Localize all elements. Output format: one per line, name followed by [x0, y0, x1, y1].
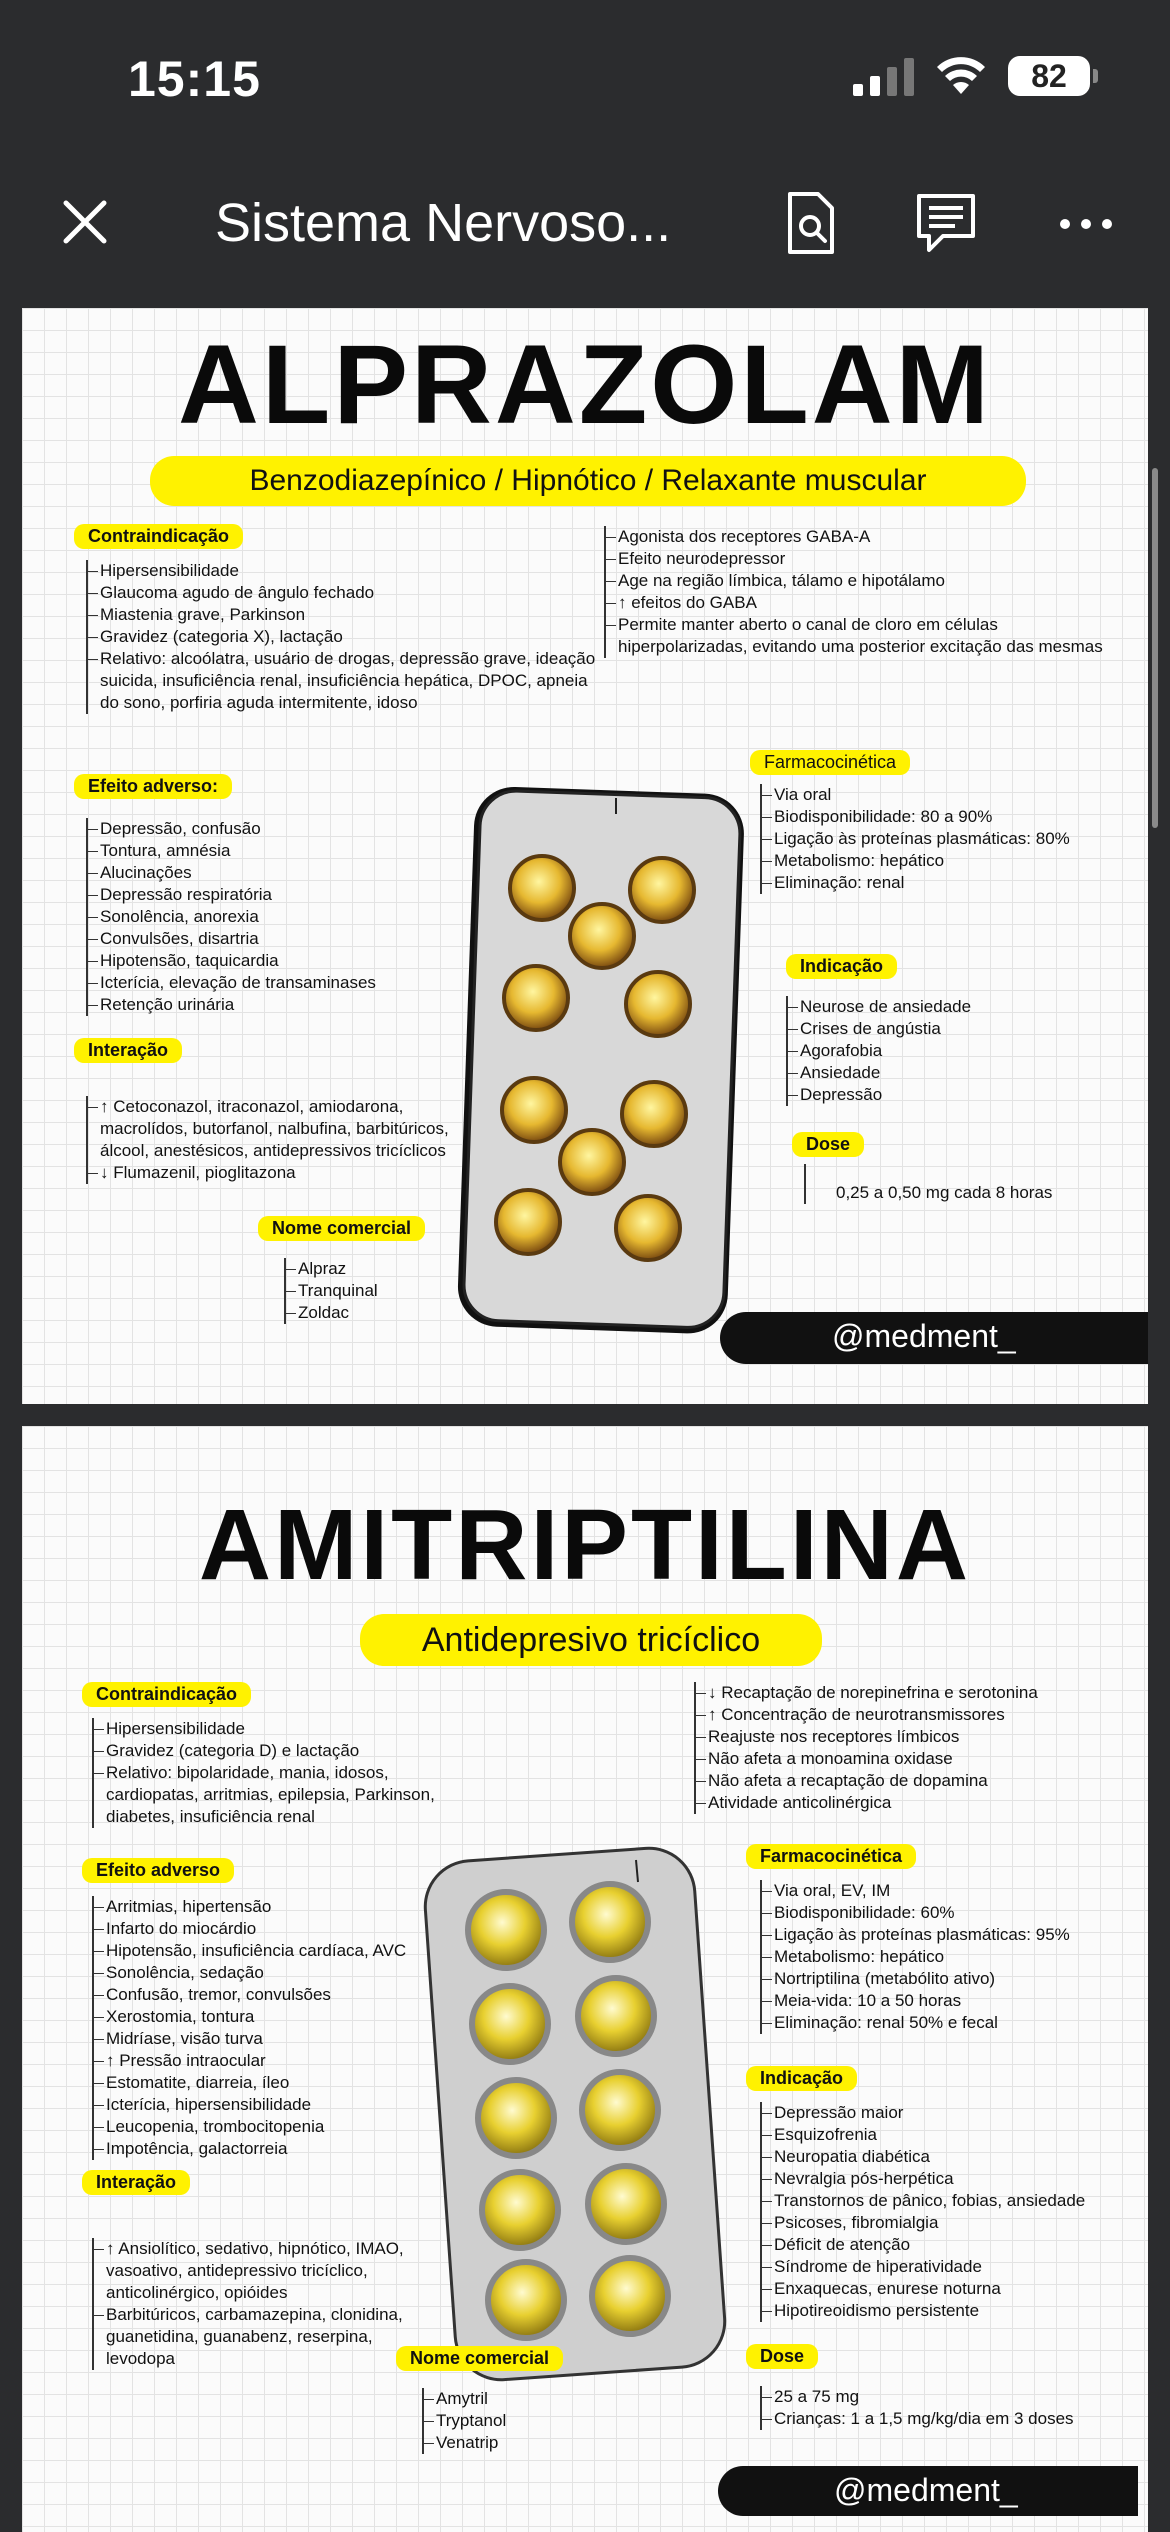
pharmacokinetics-list — [760, 1880, 1120, 2034]
brand-name-list — [422, 2388, 602, 2454]
pharmacokinetics-heading: Farmacocinética — [750, 750, 910, 775]
indication-heading: Indicação — [746, 2066, 857, 2091]
indication-list — [760, 2102, 1140, 2322]
list-item: Amytril — [436, 2388, 602, 2410]
drug-class: Benzodiazepínico / Hipnótico / Relaxante muscular — [150, 456, 1026, 506]
indication-heading: Indicação — [786, 954, 897, 979]
list-item: Impotência, galactorreia — [106, 2138, 422, 2160]
contraindication-heading: Contraindicação — [82, 1682, 251, 1707]
list-item: Tranquinal — [298, 1280, 464, 1302]
list-item: Hipersensibilidade — [106, 1718, 452, 1740]
adverse-effect-heading: Efeito adverso: — [74, 774, 232, 799]
list-item: Venatrip — [436, 2432, 602, 2454]
close-icon[interactable] — [58, 195, 112, 249]
document-viewer[interactable] — [22, 308, 1148, 2532]
list-item: Agonista dos receptores GABA-A — [618, 526, 1104, 548]
list-item: Icterícia, elevação de transaminases — [100, 972, 466, 994]
list-item: Via oral — [774, 784, 1140, 806]
list-item: Atividade anticolinérgica — [708, 1792, 1114, 1814]
list-item: ↑ Pressão intraocular — [106, 2050, 422, 2072]
list-item: Convulsões, disartria — [100, 928, 466, 950]
contraindication-list — [92, 1718, 452, 1828]
blister-pack-image — [420, 1834, 740, 2394]
list-item: Esquizofrenia — [774, 2124, 1140, 2146]
list-item: Confusão, tremor, convulsões — [106, 1984, 422, 2006]
list-item: Infarto do miocárdio — [106, 1918, 422, 1940]
list-item: Biodisponibilidade: 80 a 90% — [774, 806, 1140, 828]
mechanism-list — [604, 526, 1104, 658]
list-item: Permite manter aberto o canal de cloro em células hiperpolarizadas, evitando uma posterior excitação das mesmas — [618, 615, 1103, 656]
dose-heading: Dose — [792, 1132, 864, 1157]
list-item: Síndrome de hiperatividade — [774, 2256, 1140, 2278]
status-time: 15:15 — [128, 51, 261, 107]
list-item: Zoldac — [298, 1302, 464, 1324]
list-item: Agorafobia — [800, 1040, 1116, 1062]
list-item: Ansiedade — [800, 1062, 1116, 1084]
list-item: Crianças: 1 a 1,5 mg/kg/dia em 3 doses — [774, 2408, 1140, 2430]
list-item: Xerostomia, tontura — [106, 2006, 422, 2028]
list-item: Eliminação: renal 50% e fecal — [774, 2012, 1120, 2034]
list-item: Ligação às proteínas plasmáticas: 80% — [774, 828, 1140, 850]
list-item: Alucinações — [100, 862, 466, 884]
list-item: Leucopenia, trombocitopenia — [106, 2116, 422, 2138]
list-item: Arritmias, hipertensão — [106, 1896, 422, 1918]
list-item: ↓ Flumazenil, pioglitazona — [100, 1162, 456, 1184]
page-alprazolam — [22, 308, 1148, 1404]
list-item: Hipotensão, taquicardia — [100, 950, 466, 972]
dose-list — [760, 2386, 1140, 2430]
contraindication-heading: Contraindicação — [74, 524, 243, 549]
list-item: Relativo: bipolaridade, mania, idosos, cardiopatas, arritmias, epilepsia, Parkinson, diabetes, insuficiência renal — [106, 1762, 452, 1828]
pharmacokinetics-heading: Farmacocinética — [746, 1844, 916, 1869]
author-handle: @medment_ — [720, 1312, 1148, 1364]
list-item: 25 a 75 mg — [774, 2386, 1140, 2408]
search-document-icon[interactable] — [780, 190, 842, 256]
list-item: Ligação às proteínas plasmáticas: 95% — [774, 1924, 1120, 1946]
list-item: Não afeta a monoamina oxidase — [708, 1748, 1114, 1770]
list-item: Gravidez (categoria D) e lactação — [106, 1740, 452, 1762]
adverse-effect-list — [86, 818, 466, 1016]
list-item: Crises de angústia — [800, 1018, 1116, 1040]
battery-indicator: 82 — [1008, 56, 1090, 96]
author-handle: @medment_ — [718, 2466, 1138, 2516]
list-item: Transtornos de pânico, fobias, ansiedade — [774, 2190, 1140, 2212]
brand-name-list — [284, 1258, 464, 1324]
more-icon[interactable] — [1055, 190, 1117, 256]
scrollbar[interactable] — [1152, 468, 1158, 828]
list-item: Déficit de atenção — [774, 2234, 1140, 2256]
adverse-effect-heading: Efeito adverso — [82, 1858, 234, 1883]
indication-list — [786, 996, 1116, 1106]
interaction-heading: Interação — [74, 1038, 182, 1063]
list-item: Miastenia grave, Parkinson — [100, 604, 606, 626]
list-item: ↑ Ansiolítico, sedativo, hipnótico, IMAO, vasoativo, antidepressivo tricíclico, anticolinérgico, opióides — [106, 2238, 432, 2304]
dose-text — [804, 1164, 1134, 1204]
wifi-icon — [935, 54, 987, 96]
document-title: Sistema Nervoso... — [215, 193, 672, 253]
list-item: Icterícia, hipersensibilidade — [106, 2094, 422, 2116]
list-item: Metabolismo: hepático — [774, 850, 1140, 872]
list-item: Sonolência, sedação — [106, 1962, 422, 1984]
brand-name-heading: Nome comercial — [258, 1216, 425, 1241]
signal-icon — [853, 58, 915, 96]
list-item: Hipotensão, insuficiência cardíaca, AVC — [106, 1940, 422, 1962]
list-item: Estomatite, diarreia, íleo — [106, 2072, 422, 2094]
list-item: Barbitúricos, carbamazepina, clonidina, guanetidina, guanabenz, reserpina, levodopa — [106, 2304, 432, 2370]
list-item: Eliminação: renal — [774, 872, 1140, 894]
dose-value: 0,25 a 0,50 mg cada 8 horas — [836, 1183, 1053, 1202]
list-item: Enxaquecas, enurese noturna — [774, 2278, 1140, 2300]
list-item: ↑ Cetoconazol, itraconazol, amiodarona, macrolídos, butorfanol, nalbufina, barbitúricos, álcool, anestésicos, antidepressivos tricíclicos — [100, 1096, 456, 1162]
status-bar — [0, 0, 1170, 150]
list-item: Efeito neurodepressor — [618, 548, 1104, 570]
list-item: Hipersensibilidade — [100, 560, 606, 582]
list-item: Meia-vida: 10 a 50 horas — [774, 1990, 1120, 2012]
list-item: Alpraz — [298, 1258, 464, 1280]
list-item: Tontura, amnésia — [100, 840, 466, 862]
list-item: Midríase, visão turva — [106, 2028, 422, 2050]
list-item: Depressão respiratória — [100, 884, 466, 906]
list-item: Reajuste nos receptores límbicos — [708, 1726, 1114, 1748]
list-item: Via oral, EV, IM — [774, 1880, 1120, 1902]
pharmacokinetics-list — [760, 784, 1140, 894]
list-item: Depressão, confusão — [100, 818, 466, 840]
list-item: Biodisponibilidade: 60% — [774, 1902, 1120, 1924]
list-item: Glaucoma agudo de ângulo fechado — [100, 582, 606, 604]
list-item: Não afeta a recaptação de dopamina — [708, 1770, 1114, 1792]
list-item: ↑ Concentração de neurotransmissores — [708, 1704, 1114, 1726]
list-item: Depressão maior — [774, 2102, 1140, 2124]
list-item: Age na região límbica, tálamo e hipotálamo — [618, 570, 1104, 592]
drug-class: Antidepresivo tricíclico — [360, 1614, 822, 1666]
interaction-heading: Interação — [82, 2170, 190, 2195]
list-item: Gravidez (categoria X), lactação — [100, 626, 606, 648]
comment-icon[interactable] — [915, 190, 977, 256]
drug-title: ALPRAZOLAM — [178, 322, 992, 447]
blister-pack-image — [446, 778, 746, 1338]
list-item: Metabolismo: hepático — [774, 1946, 1120, 1968]
list-item: Relativo: alcoólatra, usuário de drogas, depressão grave, ideação suicida, insuficiência renal, insuficiência hepática, DPOC, apneia do sono, porfiria aguda intermitente, idoso — [100, 648, 606, 714]
list-item: Nevralgia pós-herpética — [774, 2168, 1140, 2190]
list-item: Hipotireoidismo persistente — [774, 2300, 1140, 2322]
list-item: Nortriptilina (metabólito ativo) — [774, 1968, 1120, 1990]
contraindication-list — [86, 560, 606, 714]
list-item: Depressão — [800, 1084, 1116, 1106]
adverse-effect-list — [92, 1896, 422, 2160]
mechanism-list — [694, 1682, 1114, 1814]
list-item: Psicoses, fibromialgia — [774, 2212, 1140, 2234]
list-item: Retenção urinária — [100, 994, 466, 1016]
list-item: Sonolência, anorexia — [100, 906, 466, 928]
interaction-list — [86, 1096, 456, 1184]
list-item: Neurose de ansiedade — [800, 996, 1116, 1018]
list-item: ↓ Recaptação de norepinefrina e serotonina — [708, 1682, 1114, 1704]
interaction-list — [92, 2238, 432, 2370]
page-amitriptilina — [22, 1426, 1148, 2532]
drug-title: AMITRIPTILINA — [198, 1489, 972, 1601]
list-item: ↑ efeitos do GABA — [618, 592, 1104, 614]
list-item: Tryptanol — [436, 2410, 602, 2432]
document-toolbar — [0, 150, 1170, 308]
brand-name-heading: Nome comercial — [396, 2346, 563, 2371]
list-item: Neuropatia diabética — [774, 2146, 1140, 2168]
dose-heading: Dose — [746, 2344, 818, 2369]
